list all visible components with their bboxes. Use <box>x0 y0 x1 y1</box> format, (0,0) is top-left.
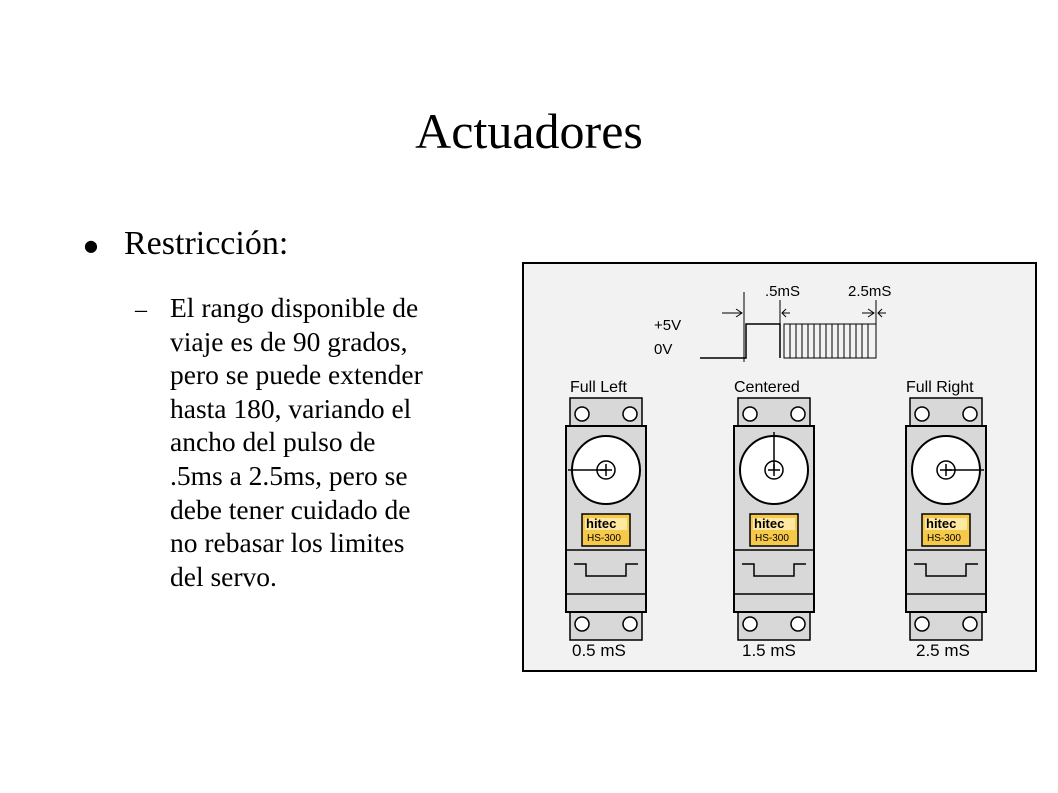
servo-position-label: Full Left <box>570 379 627 396</box>
servo-model: HS-300 <box>755 533 789 544</box>
servo-pulse-width: 1.5 mS <box>742 641 796 660</box>
servo-pulse-width: 2.5 mS <box>916 641 970 660</box>
servo-model: HS-300 <box>587 533 621 544</box>
sub-bullet-line: El rango disponible de <box>170 292 419 323</box>
sub-bullet-line: hasta 180, variando el <box>170 392 412 424</box>
sub-bullet-line: ancho del pulso de <box>170 426 376 458</box>
servo-model: HS-300 <box>927 533 961 544</box>
sub-bullet-line: pero se puede extender <box>170 359 423 391</box>
servo-brand: hitec <box>926 516 957 531</box>
servo-diagram-svg <box>522 262 1037 672</box>
sub-bullet-line: .5ms a 2.5ms, pero se <box>170 459 408 491</box>
sub-bullet-line: viaje es de 90 grados, <box>170 325 408 357</box>
servo-full-left <box>566 379 646 660</box>
sub-bullet-text <box>170 291 515 593</box>
dash-icon: – <box>135 297 147 323</box>
servo-centered <box>734 379 814 660</box>
servo-position-label: Centered <box>734 379 800 396</box>
slide-title: Actuadores <box>415 103 643 159</box>
sub-bullet-line: no rebasar los limites <box>170 527 405 559</box>
sub-bullet-line: debe tener cuidado de <box>170 493 411 525</box>
servo-position-label: Full Right <box>906 379 974 396</box>
servo-brand: hitec <box>586 516 617 531</box>
servo-full-right <box>906 379 986 660</box>
sub-bullet-line: del servo. <box>170 560 277 592</box>
servo-brand: hitec <box>754 516 785 531</box>
bullet-dot-icon: ● <box>84 236 98 255</box>
bullet-text: Restricción: <box>124 225 289 262</box>
pulse-end-label: 2.5mS <box>848 283 892 300</box>
servo-pulse-width: 0.5 mS <box>572 641 626 660</box>
pulse-start-label: .5mS <box>765 283 801 300</box>
voltage-low-label: 0V <box>654 341 673 358</box>
servo-diagram <box>522 262 1037 672</box>
voltage-high-label: +5V <box>654 317 682 334</box>
